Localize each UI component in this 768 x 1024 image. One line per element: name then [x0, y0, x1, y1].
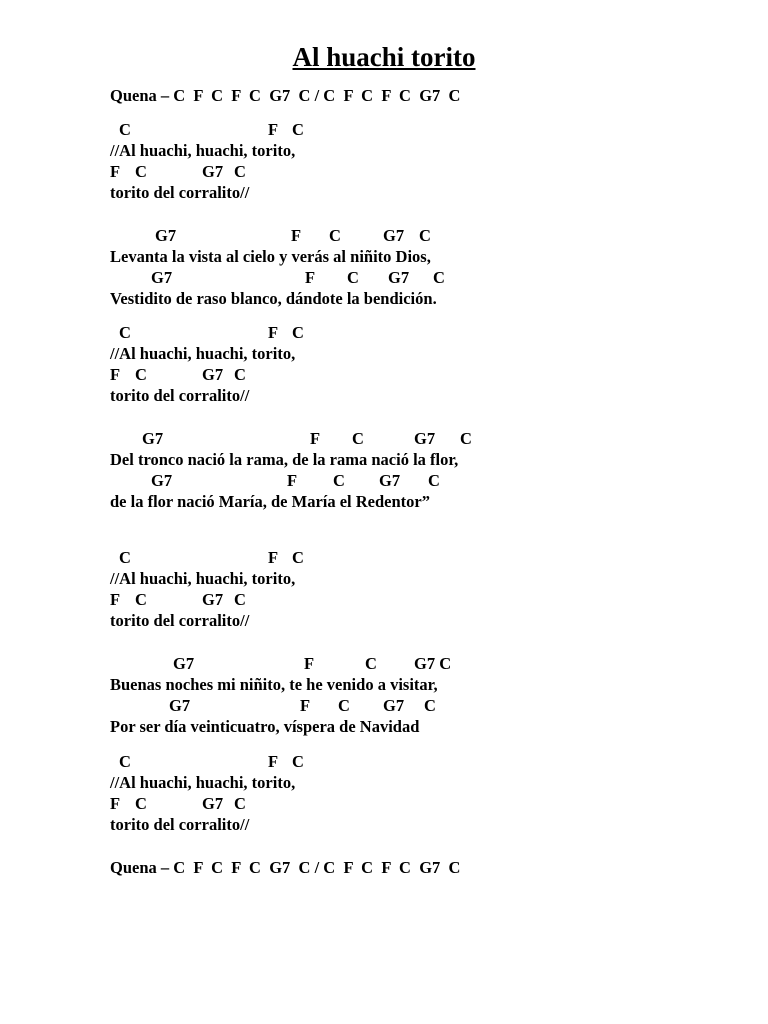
chord: F — [268, 323, 279, 342]
chord: C — [329, 226, 341, 245]
chord: C — [234, 794, 246, 813]
chord: F — [310, 429, 321, 448]
verse-lyric-1: Buenas noches mi niñito, te he venido a visitar, — [110, 675, 438, 694]
chorus-lyric-1: //Al huachi, huachi, torito, — [110, 344, 296, 363]
chord: C — [428, 471, 440, 490]
chord: C — [424, 696, 436, 715]
chord: C — [352, 429, 364, 448]
chord: C — [135, 590, 147, 609]
chord: C — [433, 268, 445, 287]
chord: C — [347, 268, 359, 287]
chord: G7 — [151, 268, 173, 287]
verse-lyric-2: Vestidito de raso blanco, dándote la bendición. — [110, 289, 437, 308]
chord: C — [119, 120, 131, 139]
chord: C — [292, 548, 304, 567]
chorus-lyric-2: torito del corralito// — [110, 386, 250, 405]
chord: F — [110, 794, 121, 813]
chord: G7 — [173, 654, 195, 673]
chord: G7 — [151, 471, 173, 490]
chorus-lyric-1: //Al huachi, huachi, torito, — [110, 773, 296, 792]
chord: G7 — [202, 365, 224, 384]
intro-line: Quena – C F C F C G7 C / C F C F C G7 C — [110, 86, 461, 105]
chord: C — [292, 120, 304, 139]
chord: C — [460, 429, 472, 448]
outro-line: Quena – C F C F C G7 C / C F C F C G7 C — [110, 858, 461, 877]
chord: G7 — [414, 429, 436, 448]
chord: G7 — [155, 226, 177, 245]
chord: C — [119, 548, 131, 567]
chord: C — [135, 794, 147, 813]
chord: C — [234, 162, 246, 181]
chorus-lyric-2: torito del corralito// — [110, 183, 250, 202]
chord: F — [291, 226, 302, 245]
chorus-lyric-2: torito del corralito// — [110, 611, 250, 630]
chorus-lyric-1: //Al huachi, huachi, torito, — [110, 569, 296, 588]
chord: C — [333, 471, 345, 490]
chord: G7 — [379, 471, 401, 490]
chord: G7 — [202, 590, 224, 609]
chord: C — [419, 226, 431, 245]
song-title: Al huachi torito — [292, 42, 476, 72]
verse-lyric-2: Por ser día veinticuatro, víspera de Navidad — [110, 717, 420, 736]
chord: G7 — [169, 696, 191, 715]
chord: G7 — [383, 226, 405, 245]
chord: C — [135, 365, 147, 384]
chord: F — [304, 654, 315, 673]
chord: G7 — [202, 794, 224, 813]
chorus-lyric-1: //Al huachi, huachi, torito, — [110, 141, 296, 160]
verse-lyric-1: Levanta la vista al cielo y verás al niñito Dios, — [110, 247, 431, 266]
chord: C — [365, 654, 377, 673]
chorus-lyric-2: torito del corralito// — [110, 815, 250, 834]
chord: C — [234, 365, 246, 384]
chord: G7 — [202, 162, 224, 181]
chord: F — [305, 268, 316, 287]
chord: F — [268, 548, 279, 567]
verse-lyric-1: Del tronco nació la rama, de la rama nació la flor, — [110, 450, 459, 469]
verse-lyric-2: de la flor nació María, de María el Redentor” — [110, 492, 431, 511]
chord: G7 — [142, 429, 164, 448]
chord: F — [110, 590, 121, 609]
chord: C — [292, 323, 304, 342]
chord: F — [300, 696, 311, 715]
chord: F — [287, 471, 298, 490]
chord: C — [135, 162, 147, 181]
chord: F — [110, 162, 121, 181]
chord: G7 — [388, 268, 410, 287]
chord: G7 C — [414, 654, 452, 673]
chord: C — [292, 752, 304, 771]
chord: C — [234, 590, 246, 609]
chord: G7 — [383, 696, 405, 715]
chord: C — [338, 696, 350, 715]
chord: C — [119, 323, 131, 342]
chord: F — [110, 365, 121, 384]
chord: F — [268, 752, 279, 771]
chord: C — [119, 752, 131, 771]
chord: F — [268, 120, 279, 139]
